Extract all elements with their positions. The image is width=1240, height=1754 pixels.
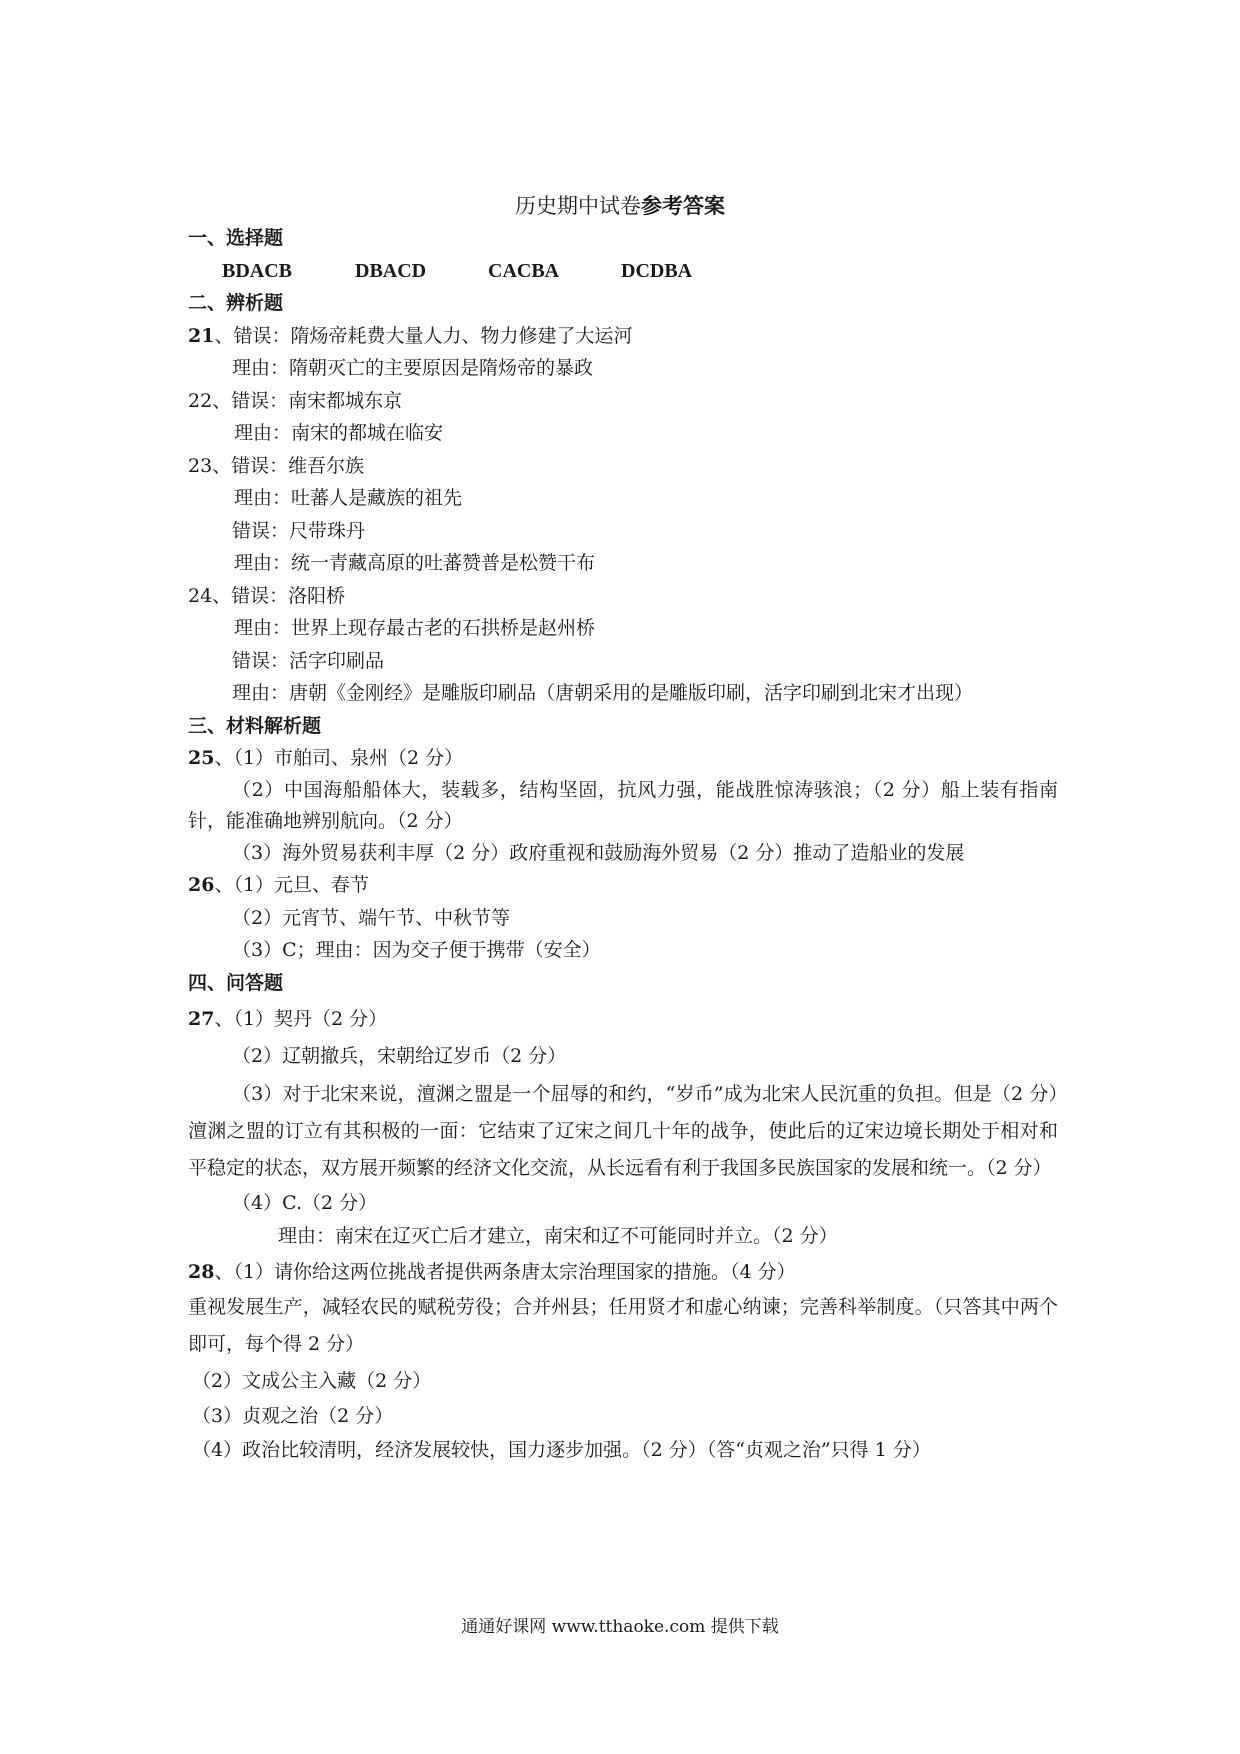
q22-reason: 理由：南宋的都城在临安 [234,422,444,444]
q27-part4: （4）C.（2 分） [232,1192,378,1214]
q24-reason: 理由：世界上现存最古老的石拱桥是赵州桥 [234,617,596,639]
section-heading-choice: 一、选择题 [188,227,284,249]
q23-error: 23、错误：维吾尔族 [188,454,365,477]
q28-part3: （3）贞观之治（2 分） [192,1404,394,1427]
q26-part1-text: 、（1）元旦、春节 [214,874,370,896]
q25-part2: （2）中国海船船体大，装载多，结构坚固，抗风力强，能战胜惊涛骇浪；（2 分）船上装有指南针，能准确地辨别航向。（2 分） [188,778,1058,832]
q24-error-2: 错误：活字印刷品 [232,649,385,672]
q27-part4-reason: 理由：南宋在辽灭亡后才建立，南宋和辽不可能同时并立。（2 分） [278,1224,838,1247]
title-bold: 参考答案 [641,193,725,218]
q26-part2: （2）元宵节、端午节、中秋节等 [232,906,511,929]
question-number: 21 [188,324,215,347]
answer-group: DBACD [355,259,427,282]
section-heading-material: 三、材料解析题 [188,714,322,737]
q28-part1-text: 、（1）请你给这两位挑战者提供两条唐太宗治理国家的措施。（4 分） [214,1261,796,1283]
q23-reason-2: 理由：统一青藏高原的吐蕃赞普是松赞干布 [234,552,596,574]
q28-part1-answer: 重视发展生产，减轻农民的赋税劳役；合并州县；任用贤才和虚心纳谏；完善科举制度。（只答其中两个即可，每个得 2 分） [188,1295,1058,1355]
q28-part2: （2）文成公主入藏（2 分） [192,1369,432,1392]
q23-error-2: 错误：尺带珠丹 [232,519,366,542]
q26-part3: （3）C；理由：因为交子便于携带（安全） [232,939,601,961]
q21-error [188,320,1058,353]
section-heading-analysis: 二、辨析题 [188,292,284,314]
q25-part2-wrapper [188,775,1058,837]
answer-group: DCDBA [621,259,693,282]
choice-answers [188,255,1058,288]
question-number: 28 [188,1261,215,1283]
question-number: 25 [188,747,215,769]
page-footer: 通通好课网 www.tthaoke.com 提供下载 [461,1617,779,1637]
page-title [0,190,1240,220]
q27-part1 [188,1003,1058,1036]
q23-reason: 理由：吐蕃人是藏族的祖先 [234,487,463,509]
question-number: 26 [188,874,215,896]
q25-part3: （3）海外贸易获利丰厚（2 分）政府重视和鼓励海外贸易（2 分）推动了造船业的发展 [232,841,965,864]
q22-error: 22、错误：南宋都城东京 [188,389,403,412]
q24-error: 24、错误：洛阳桥 [188,584,346,607]
section-heading-qa: 四、问答题 [188,971,284,994]
answer-group: CACBA [488,259,560,282]
question-number: 27 [188,1008,215,1030]
q25-part1-text: 、（1）市舶司、泉州（2 分） [214,747,464,769]
q27-part3: （3）对于北宋来说，澶渊之盟是一个屈辱的和约，“岁币”成为北宋人民沉重的负担。但是（2 分）澶渊之盟的订立有其积极的一面：它结束了辽宋之间几十年的战争，使此后的辽宋边境长期处于相对和平稳定的状态，双方展开频繁的经济文化交流，从长远看有利于我国多民族国家的发展和统一。（2 分） [188,1083,1058,1179]
q28-part1 [188,1256,1058,1289]
q28-part4: （4）政治比较清明，经济发展较快，国力逐步加强。（2 分）（答“贞观之治”只得 1 分） [192,1438,931,1461]
answer-content [188,222,1058,1467]
q21-reason: 理由：隋朝灭亡的主要原因是隋炀帝的暴政 [232,357,594,379]
q27-part1-text: 、（1）契丹（2 分） [214,1008,388,1030]
q26-part1 [188,869,1058,902]
q25-part1 [188,742,1058,775]
q24-reason-2: 理由：唐朝《金刚经》是雕版印刷品（唐朝采用的是雕版印刷，活字印刷到北宋才出现） [232,682,974,704]
q27-part2: （2）辽朝撤兵，宋朝给辽岁币（2 分） [232,1044,567,1067]
title-regular: 历史期中试卷 [515,194,641,218]
answer-group: BDACB [222,259,293,282]
q21-error-text: 、错误：隋炀帝耗费大量人力、物力修建了大运河 [214,324,633,347]
